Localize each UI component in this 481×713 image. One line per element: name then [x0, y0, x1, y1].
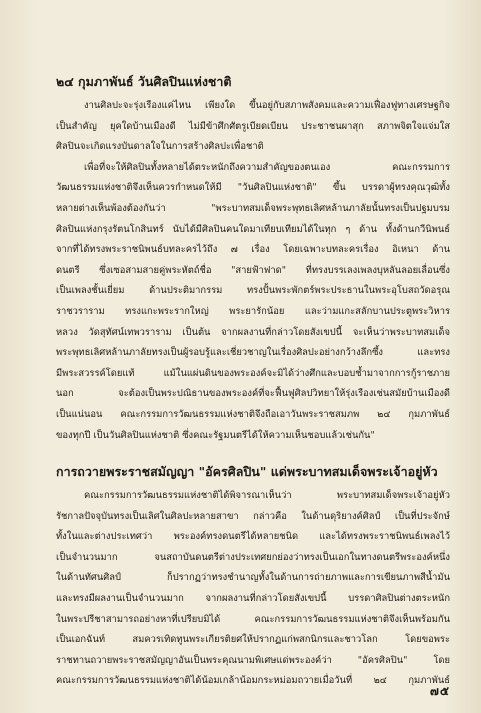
text-line: และทรงมีผลงานเป็นจำนวนมาก จากผลงานที่กล่าวโดยสังเขปนี้ บรรดาศิลปินต่างตระหนัก [56, 592, 450, 604]
text-line: ในด้านทัศนศิลป์ ก็ปรากฏว่าทรงชำนาญทั้งในด้านการถ่ายภาพและการเขียนภาพสีน้ำมัน [56, 572, 450, 584]
text-line: หลายต่างเห็นพ้องต้องกันว่า "พระบาทสมเด็จพระพุทธเลิศหล้านภาลัยนั้นทรงเป็นปฐมบรม [56, 202, 450, 214]
text-line: ศิลปินแห่งกรุงรัตนโกสินทร์ นับได้มีศิลปินคนใดมาเทียบเทียมได้ในทุก ๆ ด้าน ทั้งด้านกวีนิพนธ์ [56, 223, 450, 235]
text-line: ศิลปินจะเกิดแรงบันดาลใจในการสร้างศิลปะเพื่อชาติ [56, 141, 264, 153]
section-heading: ๒๔ กุมภาพันธ์ วันศิลปินแห่งชาติ [56, 74, 232, 89]
paragraph [56, 158, 450, 446]
text-line: มีพระสวรรค์โดยแท้ แม้ในแผ่นดินของพระองค์จะมิได้ว่างศึกและบอบช้ำมาจากการกู้ราชภาย [56, 367, 450, 379]
text-line: ดนตรี ซึ่งเซอสามสายคู่พระหัตถ์ชื่อ "สายฟ้าฟาด" ที่ทรงบรรเลงเพลงบุหลันลอยเลื่อนซึ่ง [56, 264, 450, 276]
text-line: จากที่ได้ทรงพระราชนิพนธ์บทละครไว้ถึง ๗ เรื่อง โดยเฉพาะบทละครเรื่อง อิเหนา ด้าน [56, 244, 450, 256]
paragraph [56, 486, 450, 692]
section-national-artist-day [56, 73, 450, 446]
text-line: ทั้งในและต่างประเทศว่า พระองค์ทรงดนตรีได้หลายชนิด และได้ทรงพระราชนิพนธ์เพลงไว้ [56, 531, 450, 543]
text-line: พระพุทธเลิศหล้านภาลัยทรงเป็นผู้รอบรู้และเชี่ยวชาญในเรื่องศิลปะอย่างกว้างลึกซึ้ง และทรง [56, 347, 450, 359]
text-line: วัฒนธรรมแห่งชาติจึงเห็นควรกำหนดให้มี "วันศิลปินแห่งชาติ" ขึ้น บรรดาผู้ทรงคุณวุฒิทั้ง [56, 182, 450, 194]
section-heading: การถวายพระราชสมัญญา "อัครศิลปิน" แด่พระบาทสมเด็จพระเจ้าอยู่หัว [56, 464, 438, 479]
text-line: เป็นเอกฉันท์ สมควรเทิดทูนพระเกียรติยศให้ปรากฏแก่พสกนิกรและชาวโลก โดยขอพระ [56, 634, 450, 646]
page-number: ๗๕ [429, 684, 450, 698]
text-line: งานศิลปะจะรุ่งเรืองแค่ไหน เพียงใด ขึ้นอยู่กับสภาพสังคมและความเฟื่องฟูทางเศรษฐกิจ [84, 100, 450, 111]
text-line: ราชวราราม ทรงแกะพระรากใหญ่ พระยารักน้อย และว่ามแกะสลักบานประตูพระวิหาร [56, 305, 450, 317]
text-line: เป็นเพลงชั้นเยี่ยม ด้านประติมากรรม ทรงปั้นพระพักตร์พระประธานในพระอุโบสถวัดอรุณ [56, 285, 450, 297]
text-line: เพื่อที่จะให้ศิลปินทั้งหลายได้ตระหนักถึงความสำคัญของตนเอง คณะกรรมการ [84, 161, 450, 173]
text-line: ของทุกปี เป็นวันศิลปินแห่งชาติ ซึ่งคณะรัฐมนตรีได้ให้ความเห็นชอบแล้วเช่นกัน" [56, 429, 375, 441]
text-line: นอก จะต้องเป็นพระปณิธานของพระองค์ที่จะฟื้นฟูศิลปวิทยาให้รุ่งเรืองเช่นสมัยบ้านเมืองดี [56, 388, 450, 400]
text-line: คณะกรรมการวัฒนธรรมแห่งชาติได้น้อมเกล้าน้อมกระหม่อมถวายเมื่อวันที่ ๒๔ กุมภาพันธ์ [56, 675, 450, 687]
text-line: ในพระปรีชาสามารถอย่างหาที่เปรียบมิได้ คณะกรรมการวัฒนธรรมแห่งชาติจึงเห็นพร้อมกัน [56, 613, 450, 625]
text-line: คณะกรรมการวัฒนธรรมแห่งชาติได้พิจารณาเห็นว่า พระบาทสมเด็จพระเจ้าอยู่หัว [84, 490, 450, 501]
text-line: เป็นแน่นอน คณะกรรมการวัฒนธรรมแห่งชาติจึงถือเอาวันพระราชสมภพ ๒๔ กุมภาพันธ์ [56, 408, 450, 420]
section-royal-title [56, 463, 450, 692]
paragraph [56, 96, 450, 158]
text-line: เป็นสำคัญ ยุคใดบ้านเมืองดี ไม่มีข้าศึกศัตรูเบียดเบียน ประชาชนผาสุก สภาพจิตใจแจ่มใส [56, 120, 450, 132]
text-line: เป็นจำนวนมาก จนสถาบันดนตรีต่างประเทศยกย่องว่าทรงเป็นเอกในทางดนตรีพระองค์หนึ่ง [56, 551, 450, 563]
text-line: รัชกาลปัจจุบันทรงเป็นเลิศในศิลปะหลายสาขา กล่าวคือ ในด้านดุริยางค์ศิลป์ เป็นที่ประจักษ์ [56, 510, 450, 522]
text-line: ราชทานถวายพระราชสมัญญาอันเป็นพระคุณนามพิเศษแด่พระองค์ว่า "อัครศิลปิน" โดย [56, 654, 450, 666]
text-line: หลวง วัดสุทัศน์เทพวราราม เป็นต้น จากผลงานที่กล่าวโดยสังเขปนี้ จะเห็นว่าพระบาทสมเด็จ [56, 326, 450, 338]
